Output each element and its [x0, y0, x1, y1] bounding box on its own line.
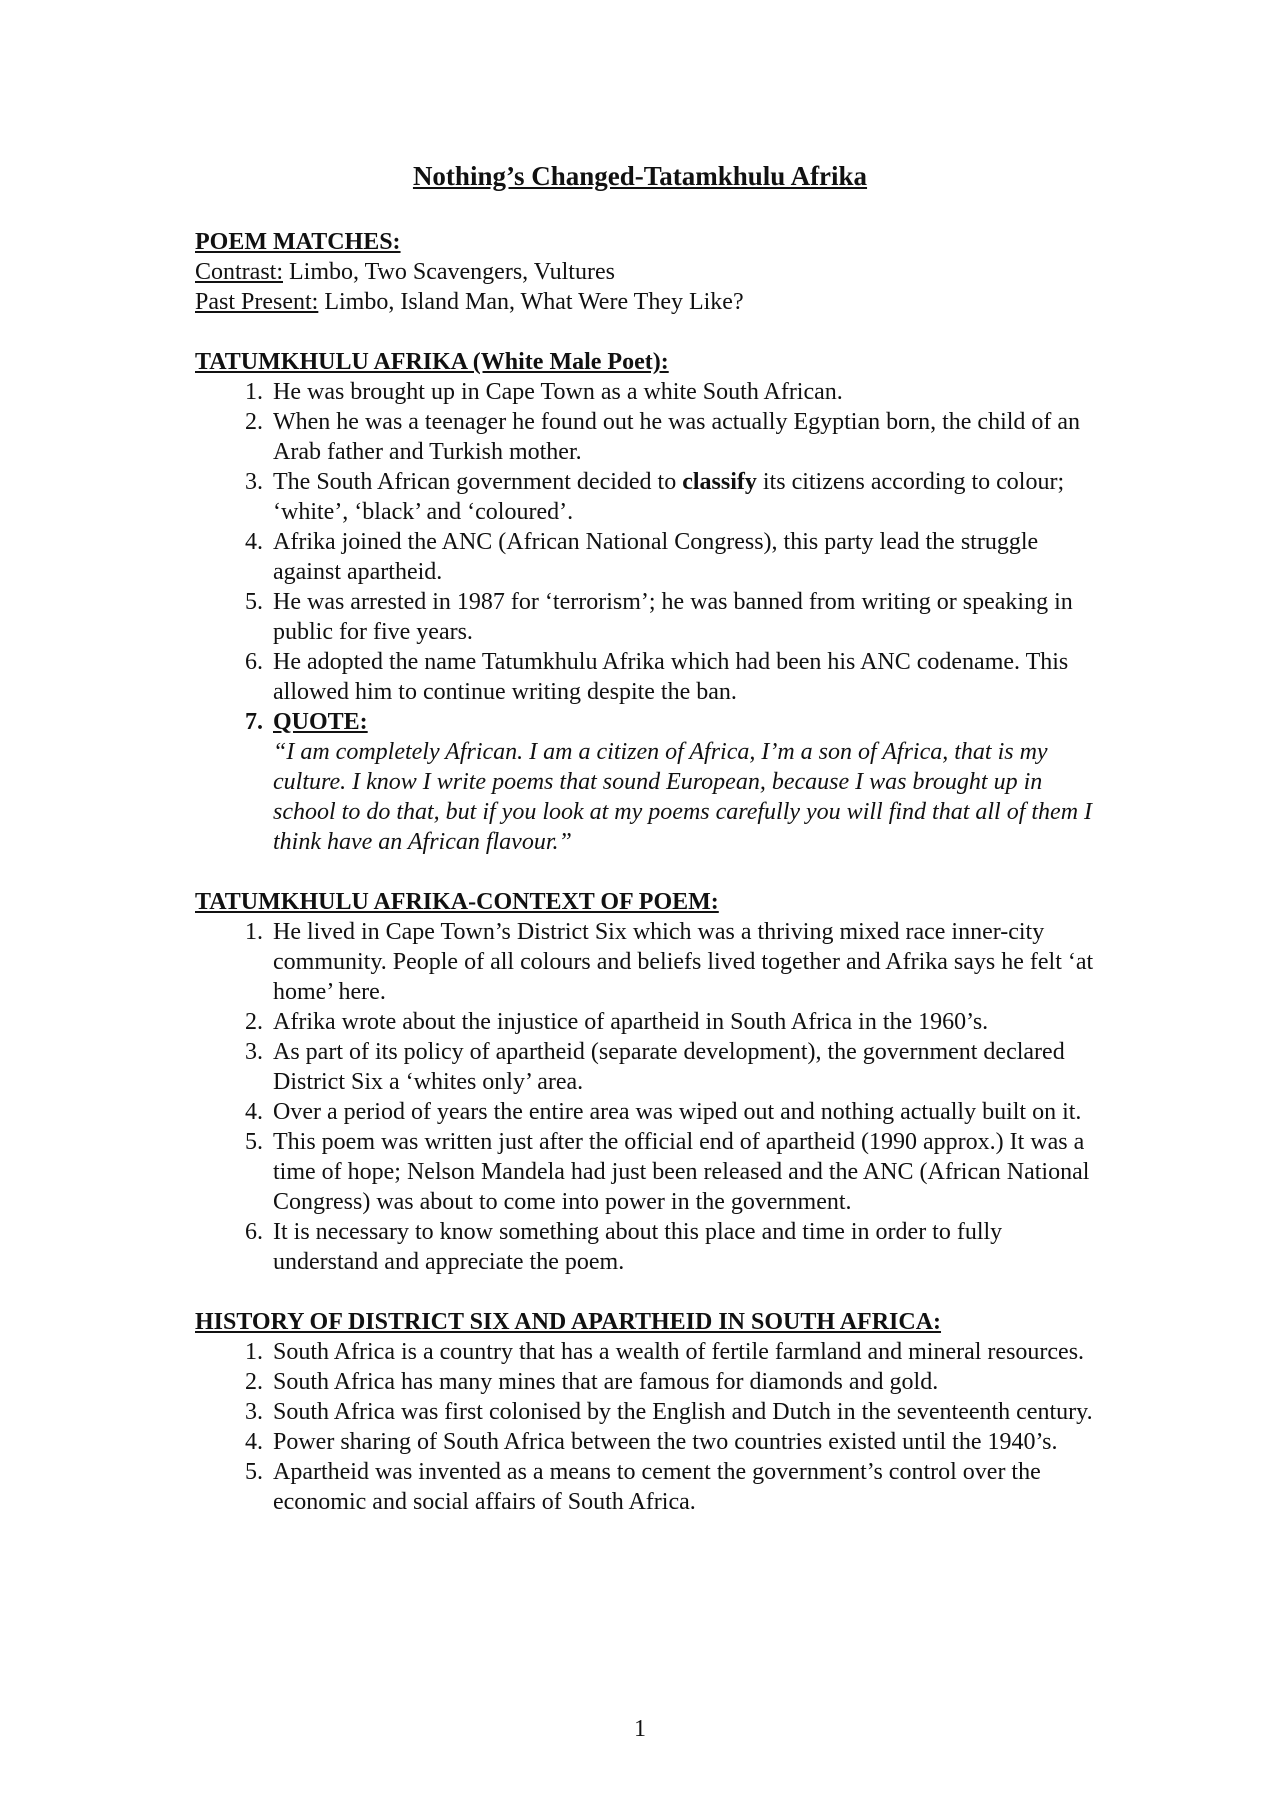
list-item-text: He adopted the name Tatumkhulu Afrika which had been his ANC codename. This allowed him to continue writing despite the ban.	[273, 649, 1069, 705]
list-item-text: He was arrested in 1987 for ‘terrorism’; he was banned from writing or speaking in public for five years.	[273, 589, 1073, 645]
list-item	[195, 1397, 1095, 1427]
poem-matches-section	[195, 227, 1095, 317]
list-item-text: Over a period of years the entire area was wiped out and nothing actually built on it.	[273, 1099, 1082, 1125]
list-item	[195, 527, 1095, 587]
list-number: 3.	[245, 1399, 263, 1425]
quote-label: QUOTE:	[273, 709, 368, 735]
list-item-text	[273, 469, 1064, 525]
list-item	[195, 467, 1095, 527]
context-list	[195, 917, 1095, 1277]
contrast-text: Limbo, Two Scavengers, Vultures	[283, 259, 615, 285]
list-item-text: When he was a teenager he found out he was actually Egyptian born, the child of an Arab father and Turkish mother.	[273, 409, 1081, 465]
list-item-text: As part of its policy of apartheid (separate development), the government declared District Six a ‘whites only’ area.	[273, 1039, 1065, 1095]
poem-matches-heading: POEM MATCHES:	[195, 229, 401, 255]
past-present-line	[195, 287, 1095, 317]
document-body	[195, 227, 1095, 1547]
past-present-label: Past Present:	[195, 289, 319, 315]
context-heading: TATUMKHULU AFRIKA-CONTEXT OF POEM:	[195, 889, 719, 915]
list-item-text: Power sharing of South Africa between the two countries existed until the 1940’s.	[273, 1429, 1058, 1455]
list-item	[195, 1097, 1095, 1127]
history-list	[195, 1337, 1095, 1517]
list-number: 2.	[245, 1369, 263, 1395]
contrast-label: Contrast:	[195, 259, 283, 285]
classify-bold: classify	[682, 469, 757, 495]
list-item	[195, 1037, 1095, 1097]
list-number: 4.	[245, 529, 263, 555]
list-number: 4.	[245, 1099, 263, 1125]
list-number: 5.	[245, 1129, 263, 1155]
list-number: 1.	[245, 379, 263, 405]
list-number: 6.	[245, 1219, 263, 1245]
list-item-text: Afrika joined the ANC (African National Congress), this party lead the struggle against apartheid.	[273, 529, 1039, 585]
list-item	[195, 917, 1095, 1007]
list-item	[195, 1457, 1095, 1517]
list-number: 5.	[245, 589, 263, 615]
list-item	[195, 1127, 1095, 1217]
list-number: 1.	[245, 919, 263, 945]
poet-heading: TATUMKHULU AFRIKA (White Male Poet):	[195, 349, 669, 375]
list-item-text: South Africa is a country that has a wealth of fertile farmland and mineral resources.	[273, 1339, 1085, 1365]
list-number: 2.	[245, 1009, 263, 1035]
classify-before: The South African government decided to	[273, 469, 683, 495]
quote-item	[195, 707, 1095, 857]
list-item-text: It is necessary to know something about this place and time in order to fully understand and appreciate the poem.	[273, 1219, 1003, 1275]
list-item	[195, 1007, 1095, 1037]
list-item	[195, 1367, 1095, 1397]
list-item-text: Apartheid was invented as a means to cement the government’s control over the economic and social affairs of South Africa.	[273, 1459, 1041, 1515]
list-item-text: South Africa has many mines that are famous for diamonds and gold.	[273, 1369, 939, 1395]
list-item-text: He was brought up in Cape Town as a white South African.	[273, 379, 843, 405]
list-item	[195, 407, 1095, 467]
quote-text: “I am completely African. I am a citizen of Africa, I’m a son of Africa, that is my culture. I know I write poems that sound European, because I was brought up in school to do that, but if you look at my poems carefully you will find that all of them I think have an African flavour.”	[273, 739, 1093, 855]
list-item	[195, 647, 1095, 707]
past-present-text: Limbo, Island Man, What Were They Like?	[318, 289, 744, 315]
context-section	[195, 887, 1095, 1277]
list-item	[195, 377, 1095, 407]
poet-list	[195, 377, 1095, 857]
list-item-text: This poem was written just after the official end of apartheid (1990 approx.) It was a time of hope; Nelson Mandela had just been released and the ANC (African National Congress) was about to come into power in the government.	[273, 1129, 1090, 1215]
contrast-line	[195, 257, 1095, 287]
history-heading: HISTORY OF DISTRICT SIX AND APARTHEID IN SOUTH AFRICA:	[195, 1309, 942, 1335]
classify-after: its citizens according to colour; ‘white’, ‘black’ and ‘coloured’.	[273, 469, 1065, 525]
page-number: 1	[634, 1716, 646, 1742]
page-title: Nothing’s Changed-Tatamkhulu Afrika	[412, 161, 868, 191]
list-item	[195, 587, 1095, 647]
list-number: 3.	[245, 1039, 263, 1065]
list-item-text: He lived in Cape Town’s District Six which was a thriving mixed race inner-city community. People of all colours and beliefs lived together and Afrika says he felt ‘at home’ here.	[273, 919, 1094, 1005]
list-item-text: South Africa was first colonised by the English and Dutch in the seventeenth century.	[273, 1399, 1093, 1425]
history-section	[195, 1307, 1095, 1517]
list-item	[195, 1217, 1095, 1277]
list-number: 5.	[245, 1459, 263, 1485]
poet-section	[195, 347, 1095, 857]
list-item-text: Afrika wrote about the injustice of apartheid in South Africa in the 1960’s.	[273, 1009, 989, 1035]
list-number: 4.	[245, 1429, 263, 1455]
list-item	[195, 1427, 1095, 1457]
list-number: 7.	[245, 709, 263, 735]
list-number: 2.	[245, 409, 263, 435]
list-number: 6.	[245, 649, 263, 675]
list-number: 1.	[245, 1339, 263, 1365]
list-item	[195, 1337, 1095, 1367]
list-number: 3.	[245, 469, 263, 495]
